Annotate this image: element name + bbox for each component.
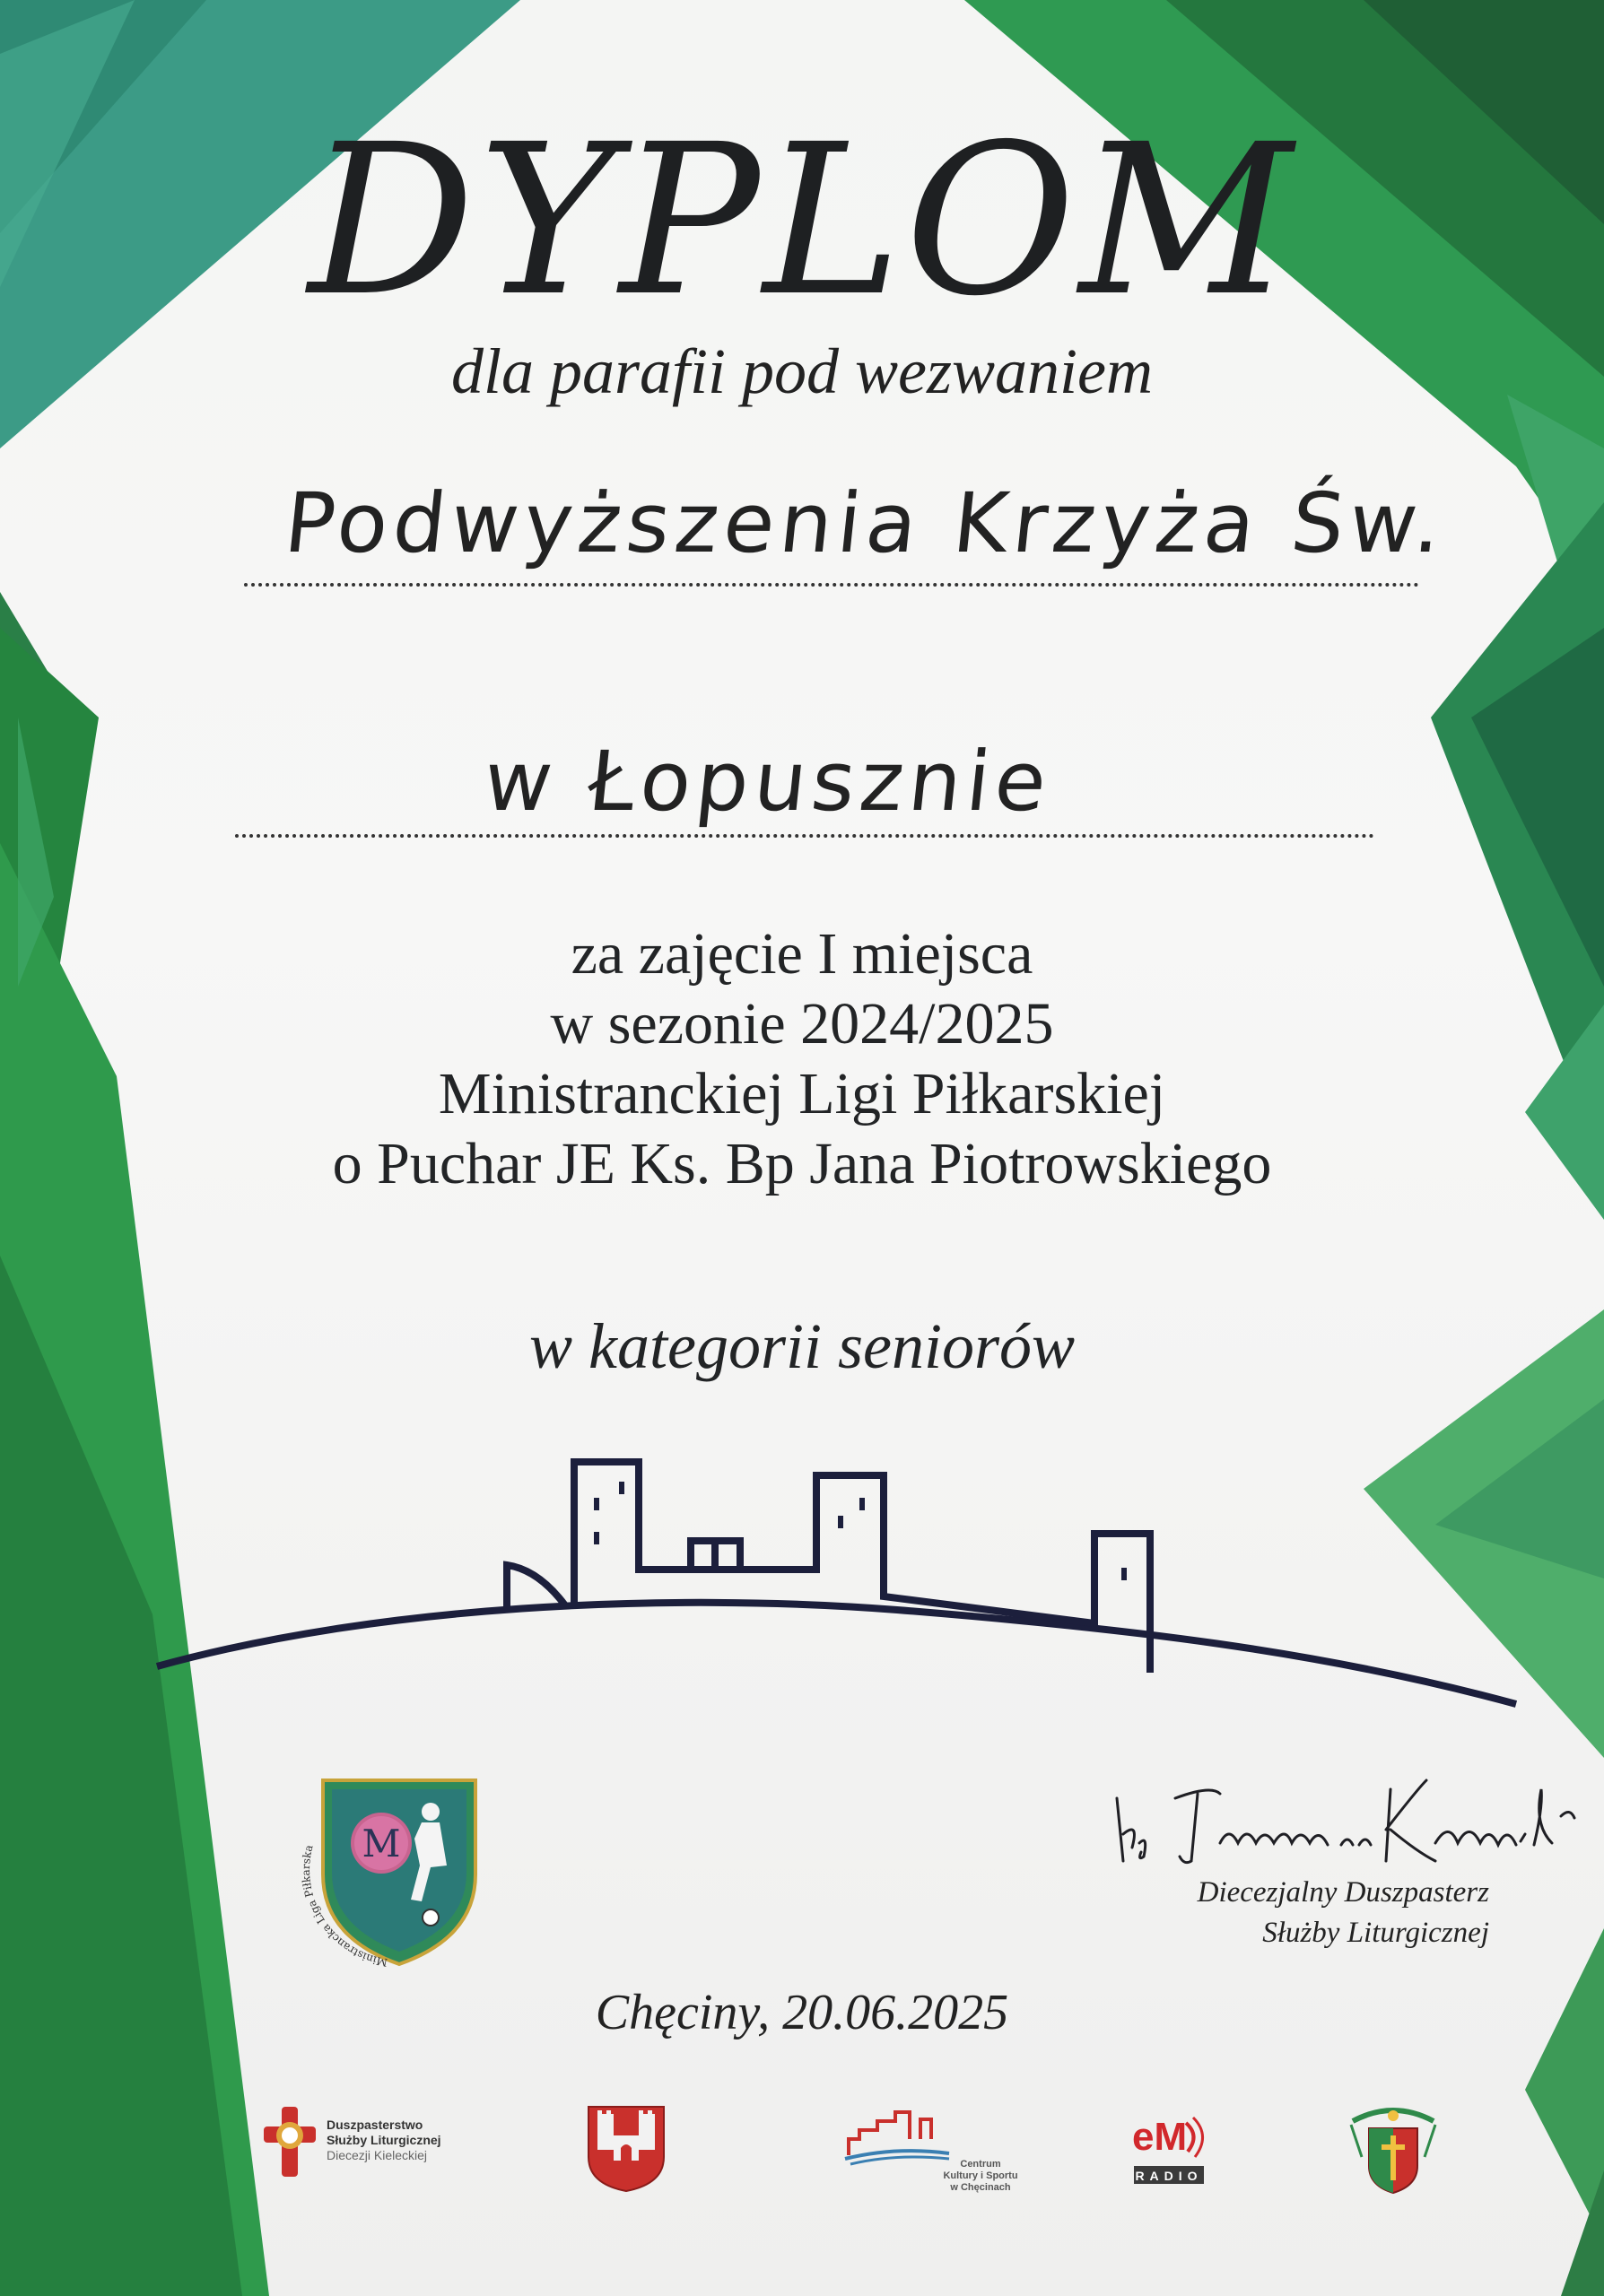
sponsor-centrum-kultury-logo: [841, 2103, 1018, 2193]
sponsor-centrum-line3: w Chęcinach: [950, 2182, 1011, 2193]
award-line-season: w sezonie 2024/2025: [550, 991, 1054, 1057]
award-line-cup: o Puchar JE Ks. Bp Jana Piotrowskiego: [332, 1131, 1272, 1196]
sponsor-duszpasterstwo-line2: Służby Liturgicznej: [327, 2133, 441, 2147]
league-logo-initial: M: [362, 1822, 401, 1866]
award-line-league: Ministranckiej Ligi Piłkarskiej: [438, 1061, 1166, 1126]
parish-name-handwritten: Podwyższenia Krzyża Św.: [280, 475, 1452, 571]
diploma-subtitle: dla parafii pod wezwaniem: [450, 335, 1153, 407]
sponsor-duszpasterstwo-line3: Diecezji Kieleckiej: [327, 2148, 428, 2162]
league-shield-logo: [296, 1767, 502, 1973]
radio-em-icon: [1129, 2103, 1211, 2189]
sponsor-bishop-coat-of-arms: [1344, 2103, 1443, 2205]
sponsor-radio-em-logo: [1129, 2103, 1211, 2193]
signatory-role: [1068, 1873, 1489, 1953]
sponsor-duszpasterstwo-line1: Duszpasterstwo: [327, 2118, 423, 2132]
place-and-date: Chęciny, 20.06.2025: [595, 1985, 1009, 2040]
award-line-place: za zajęcie I miejsca: [571, 921, 1033, 987]
bishop-coat-of-arms-icon: [1344, 2103, 1443, 2202]
sponsor-duszpasterstwo-logo: [260, 2103, 441, 2184]
league-logo-ring-text: Ministrancka Liga Piłkarska: [299, 1843, 389, 1970]
castle-ruin-icon: [841, 2103, 976, 2166]
sponsor-centrum-line1: Centrum: [960, 2159, 1001, 2170]
coat-of-arms-icon: [585, 2103, 667, 2193]
radio-sub-text: RADIO: [1135, 2169, 1203, 2183]
parish-location-handwritten: w Łopusznie: [479, 734, 1057, 830]
sponsor-city-coat-of-arms: [585, 2103, 667, 2196]
parish-name-dotted-line: [244, 583, 1419, 587]
cross-icon: [260, 2103, 319, 2180]
award-category: w kategorii seniorów: [529, 1310, 1075, 1382]
diploma-title: DYPLOM: [308, 100, 1296, 342]
radio-logo-text: eM: [1132, 2115, 1188, 2159]
castle-line-drawing: [0, 1435, 1604, 1731]
parish-location-dotted-line: [235, 834, 1374, 838]
award-text-block: [0, 919, 1604, 1199]
signatory-role-line1: Diecezjalny Duszpasterz: [1197, 1876, 1489, 1909]
signatory-role-line2: Służby Liturgicznej: [1262, 1917, 1489, 1949]
sponsor-centrum-line2: Kultury i Sportu: [943, 2170, 1018, 2181]
handwritten-signature: [1112, 1771, 1579, 1870]
